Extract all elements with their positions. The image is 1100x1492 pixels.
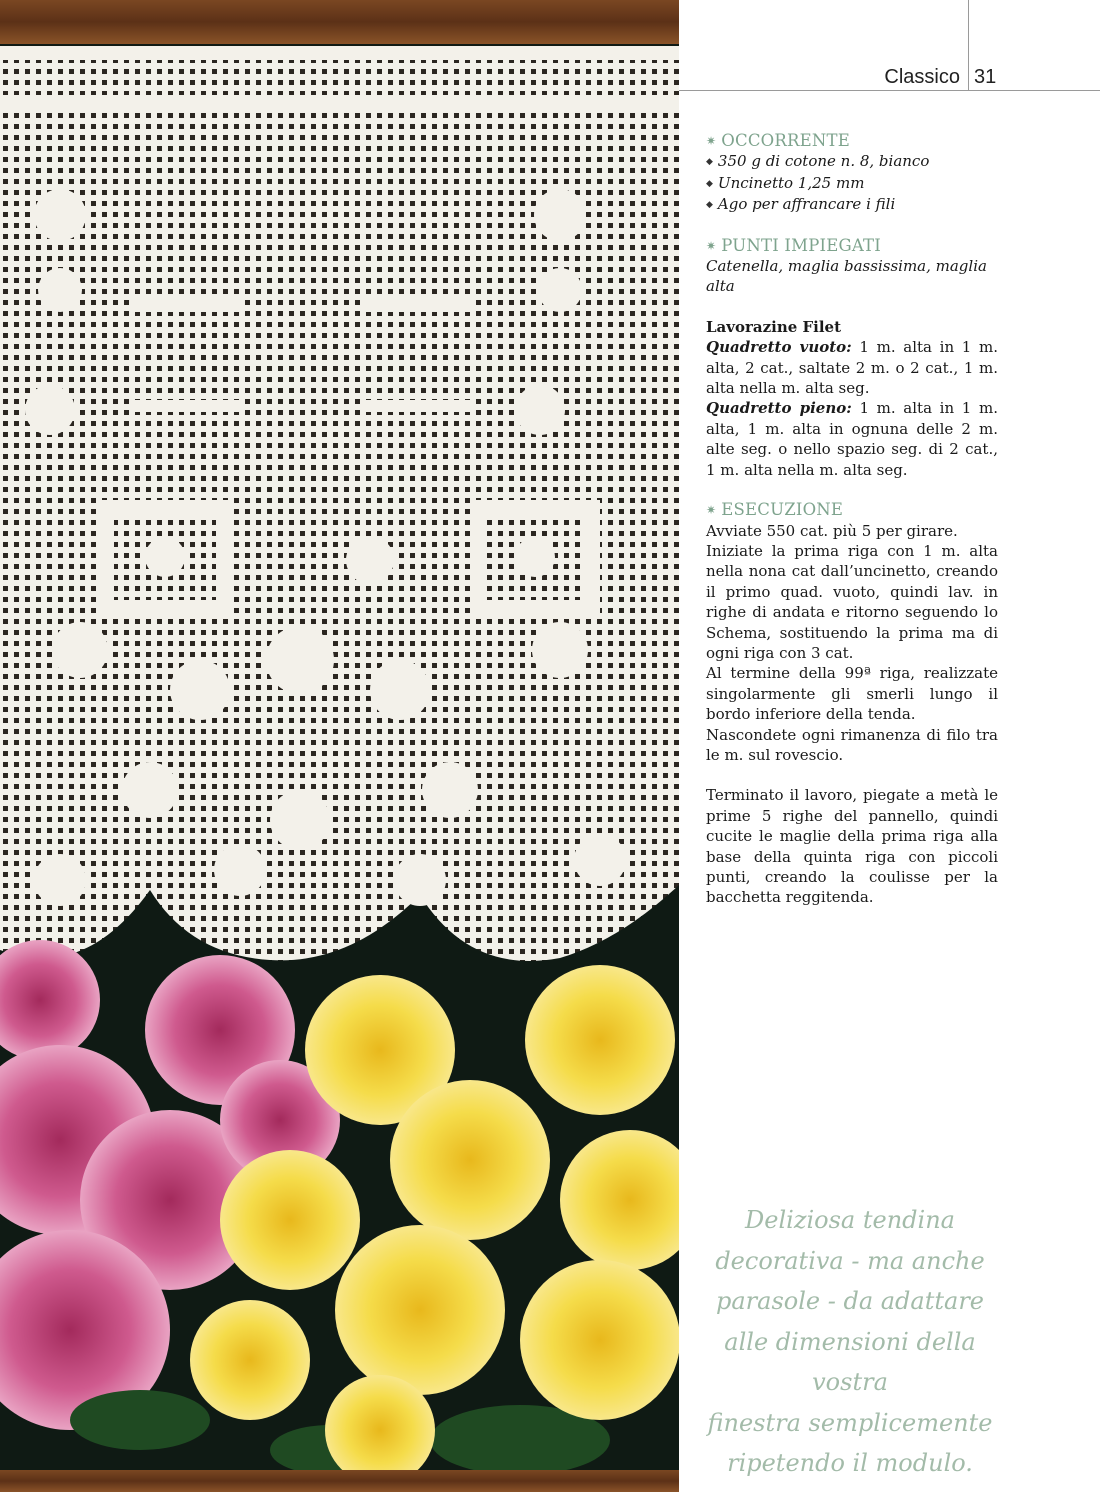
lavorazione-title: Lavorazine Filet [706, 317, 842, 336]
wood-frame-bottom [0, 1470, 679, 1492]
section-title: Classico [884, 66, 960, 88]
occorrente-title: OCCORRENTE [721, 131, 850, 150]
instructions-column [706, 131, 998, 908]
occorrente-heading [706, 131, 998, 151]
header-rule [679, 90, 1100, 91]
occorrente-section [706, 131, 998, 216]
punti-section [706, 236, 998, 297]
lavorazione-section [706, 317, 998, 480]
diamond-bullet-icon: ◆ [706, 200, 713, 211]
list-item-text: Uncinetto 1,25 mm [717, 173, 865, 192]
caption-line: parasole - da adattare [715, 1287, 985, 1315]
esecuzione-heading [706, 500, 998, 520]
caption-line: Deliziosa tendina [745, 1206, 955, 1234]
caption-line: alle dimensioni della vostra [724, 1327, 976, 1396]
finishing-paragraph: Terminato il lavoro, piegate a metà le prime 5 righe del pannello, quindi cucite le maglie della prima riga alla base della quinta riga con piccoli punti, creando la coulisse per la bacchetta reggitenda. [706, 786, 998, 907]
esecuzione-section [706, 500, 998, 765]
wood-frame-top [0, 0, 679, 44]
vuoto-label: Quadretto vuoto: [706, 338, 852, 357]
header-divider-vertical [968, 0, 969, 90]
punti-text: Catenella, maglia bassissima, maglia alta [706, 257, 987, 296]
diamond-bullet-icon: ◆ [706, 178, 713, 189]
esecuzione-p1: Avviate 550 cat. più 5 per girare. [706, 521, 958, 540]
caption-line: ripetendo il modulo. [727, 1449, 973, 1477]
star-icon: ✷ [706, 238, 717, 253]
star-icon: ✷ [706, 503, 717, 518]
page-number: 31 [974, 66, 997, 88]
pieno-text: 1 m. alta in 1 m. alta, 1 m. alta in ognuna delle 2 m. alte seg. o nello spazio seg. di 2 cat., 1 m. alta nella m. alta seg. [706, 399, 998, 479]
caption-line: decorativa - ma anche [715, 1246, 985, 1275]
materials-list [706, 151, 998, 215]
list-item [706, 194, 998, 215]
punti-title: PUNTI IMPIEGATI [721, 235, 881, 255]
list-item [706, 151, 998, 172]
list-item [706, 173, 998, 194]
quadretto-pieno [706, 398, 998, 480]
punti-heading [706, 236, 998, 256]
quadretto-vuoto [706, 337, 998, 398]
vuoto-text: 1 m. alta in 1 m. alta, 2 cat., saltate 2 m. o 2 cat., 1 m. alta nella m. alta seg. [706, 338, 998, 398]
list-item-text: Ago per affrancare i fili [717, 195, 896, 214]
diamond-bullet-icon: ◆ [706, 157, 713, 168]
esecuzione-p4: Nascondete ogni rimanenza di filo tra le m. sul rovescio. [706, 725, 998, 764]
esecuzione-p2: Iniziate la prima riga con 1 m. alta nella nona cat dall’uncinetto, creando il primo quad. vuoto, quindi lav. in righe di andata e ritorno seguendo lo Schema, sostituendo la prima ma di ogni riga con 3 cat. [706, 541, 998, 662]
caption-line: finestra semplicemente [707, 1408, 993, 1437]
star-icon: ✷ [706, 134, 717, 148]
list-item-text: 350 g di cotone n. 8, bianco [717, 152, 930, 171]
esecuzione-p3: Al termine della 99ª riga, realizzate singolarmente gli smerli lungo il bordo inferiore della tenda. [706, 664, 998, 724]
esecuzione-title: ESECUZIONE [721, 500, 844, 520]
decorative-caption [700, 1200, 1000, 1484]
pieno-label: Quadretto pieno: [706, 399, 852, 418]
